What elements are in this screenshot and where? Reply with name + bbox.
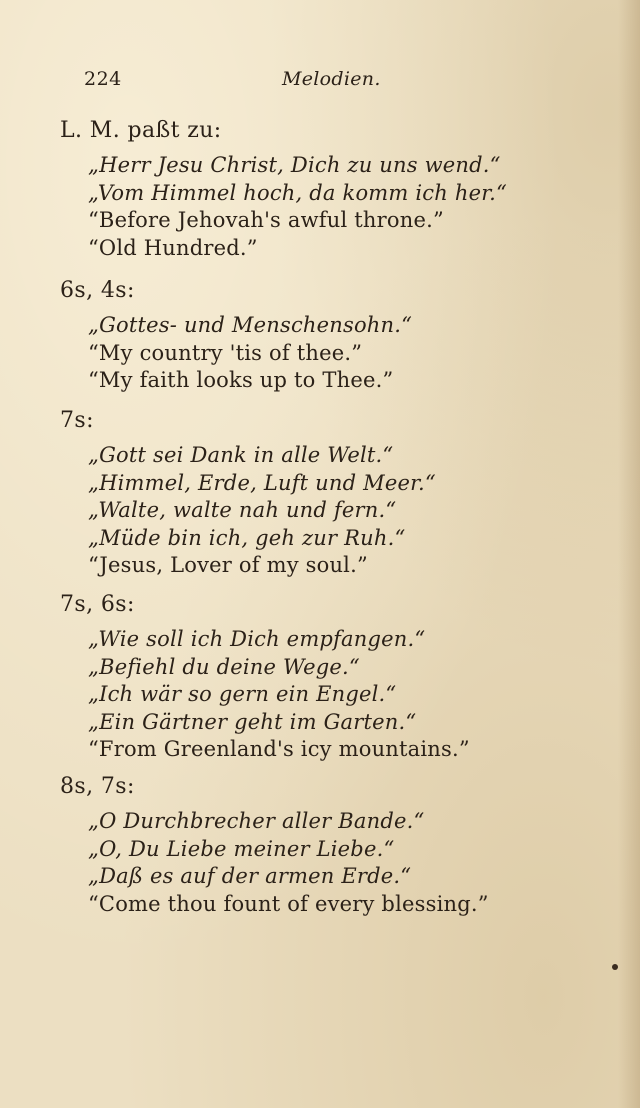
hymn-list [88,152,620,262]
hymn-title: „Gottes- und Menschensohn.“ [88,313,413,337]
hymn-title: “My faith looks up to Thee.” [88,368,394,392]
hymn-title: „O Durchbrecher aller Bande.“ [88,809,425,833]
ink-speck [612,964,618,970]
meter-heading: 6s, 4s: [60,278,135,303]
hymn-list [88,442,620,580]
page-edge-shadow [618,0,640,1108]
hymn-title: „Ein Gärtner geht im Garten.“ [88,709,417,734]
hymn-title: „Ich wär so gern ein Engel.“ [88,682,397,706]
hymn-title: „Walte, walte nah und fern.“ [88,498,397,522]
hymn-title: „Vom Himmel hoch, da komm ich her.“ [88,180,507,205]
meter-section-7s-6s [60,590,620,764]
hymn-title: „Herr Jesu Christ, Dich zu uns wend.“ [88,153,501,177]
hymn-list [88,808,620,918]
hymn-title: „Daß es auf der armen Erde.“ [88,864,412,888]
hymn-title: „Befiehl du deine Wege.“ [88,654,360,679]
hymn-title: “Come thou fount of every blessing.” [88,891,489,916]
hymn-title: „O, Du Liebe meiner Liebe.“ [88,836,395,861]
hymn-title: „Gott sei Dank in alle Welt.“ [88,443,394,467]
hymn-title: „Himmel, Erde, Luft und Meer.“ [88,470,436,495]
hymn-title: „Müde bin ich, geh zur Ruh.“ [88,525,406,550]
meter-heading: L. M. paßt zu: [60,118,222,143]
meter-section-6s-4s [60,276,620,395]
meter-heading: 8s, 7s: [60,774,135,799]
running-title: Melodien. [282,68,381,90]
hymn-title: „Wie soll ich Dich empfangen.“ [88,627,426,651]
hymn-title: “Before Jehovah's awful throne.” [88,208,444,232]
meter-heading: 7s: [60,408,94,433]
hymn-title: “Old Hundred.” [88,235,258,260]
hymn-list [88,626,620,764]
hymn-list [88,312,620,395]
meter-heading: 7s, 6s: [60,592,135,617]
hymn-title: “Jesus, Lover of my soul.” [88,553,368,577]
page-number: 224 [84,68,122,90]
meter-section-7s [60,406,620,580]
hymn-title: “My country 'tis of thee.” [88,340,363,365]
hymn-title: “From Greenland's icy mountains.” [88,737,470,761]
running-head [84,68,384,98]
meter-section-lm [60,116,620,262]
meter-section-8s-7s [60,772,620,918]
